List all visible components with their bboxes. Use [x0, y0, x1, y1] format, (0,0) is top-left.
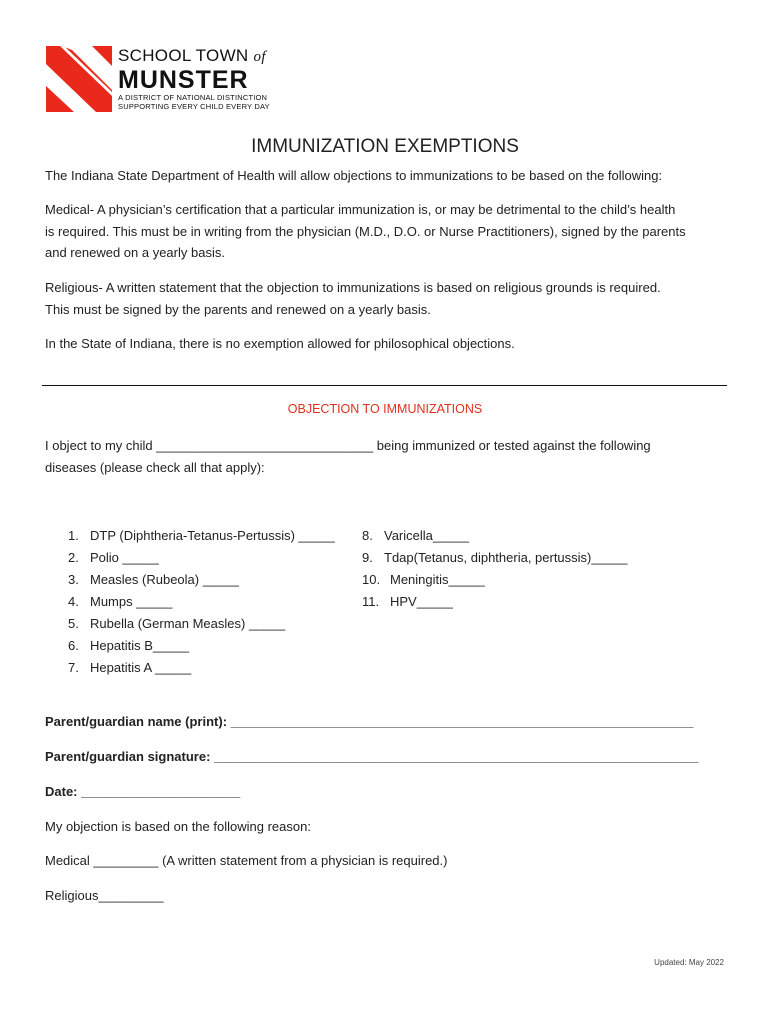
reason-heading: My objection is based on the following reason:	[45, 819, 311, 834]
philosophical-text: In the State of Indiana, there is no exemption allowed for philosophical objections.	[45, 336, 515, 351]
medical-line-1: Medical- A physician’s certification that a particular immunization is, or may be detrimental to the child’s health	[45, 202, 676, 217]
list-item[interactable]: 5. Rubella (German Measles) _____	[68, 616, 286, 631]
list-item[interactable]: 1. DTP (Diphtheria-Tetanus-Pertussis) _____	[68, 528, 335, 543]
intro-text: The Indiana State Department of Health will allow objections to immunizations to be based on the following:	[45, 168, 663, 183]
logo-tagline-2: SUPPORTING EVERY CHILD EVERY DAY	[118, 102, 270, 111]
list-item[interactable]: 10. Meningitis_____	[362, 572, 485, 587]
updated-note: Updated: May 2022	[654, 958, 724, 967]
list-item[interactable]: 2. Polio _____	[68, 550, 159, 565]
objection-line-2: diseases (please check all that apply):	[45, 459, 265, 475]
objection-statement	[45, 435, 730, 478]
objection-line-1[interactable]: I object to my child ______________________________ being immunized or tested against the following	[45, 438, 651, 453]
list-item[interactable]: 7. Hepatitis A _____	[68, 660, 192, 675]
objection-subtitle: OBJECTION TO IMMUNIZATIONS	[287, 402, 483, 416]
disease-list-right	[362, 525, 628, 613]
parent-signature-field[interactable]: Parent/guardian signature: ___________________________________________________________________	[45, 749, 699, 764]
school-logo-mark-icon	[46, 46, 112, 112]
religious-line-1: Religious- A written statement that the objection to immunizations is based on religious grounds is required.	[45, 280, 661, 295]
parent-name-field[interactable]: Parent/guardian name (print): ________________________________________________________________	[45, 714, 694, 729]
list-item[interactable]: 8. Varicella_____	[362, 528, 470, 543]
religious-line-2: This must be signed by the parents and renewed on a yearly basis.	[45, 301, 431, 317]
religious-paragraph	[45, 277, 730, 320]
school-logo	[46, 46, 270, 114]
medical-reason-field[interactable]: Medical _________ (A written statement from a physician is required.)	[45, 853, 448, 868]
logo-munster: MUNSTER	[118, 66, 249, 94]
medical-line-3: and renewed on a yearly basis.	[45, 245, 225, 260]
logo-tagline-1: A DISTRICT OF NATIONAL DISTINCTION	[118, 93, 268, 102]
disease-list-left	[68, 525, 335, 679]
section-divider	[42, 385, 727, 386]
list-item[interactable]: 3. Measles (Rubeola) _____	[68, 572, 239, 587]
logo-school-town: SCHOOL TOWN of	[118, 46, 266, 65]
date-field[interactable]: Date: ______________________	[45, 784, 241, 799]
list-item[interactable]: 11. HPV_____	[362, 594, 453, 609]
list-item[interactable]: 9. Tdap(Tetanus, diphtheria, pertussis)_____	[362, 550, 628, 565]
list-item[interactable]: 4. Mumps _____	[68, 594, 173, 609]
religious-reason-field[interactable]: Religious_________	[45, 888, 164, 903]
medical-line-2: is required. This must be in writing from the physician (M.D., D.O. or Nurse Practitioners), signed by the parents	[45, 223, 686, 239]
medical-paragraph	[45, 199, 730, 264]
page-title: IMMUNIZATION EXEMPTIONS	[251, 136, 519, 157]
list-item[interactable]: 6. Hepatitis B_____	[68, 638, 190, 653]
